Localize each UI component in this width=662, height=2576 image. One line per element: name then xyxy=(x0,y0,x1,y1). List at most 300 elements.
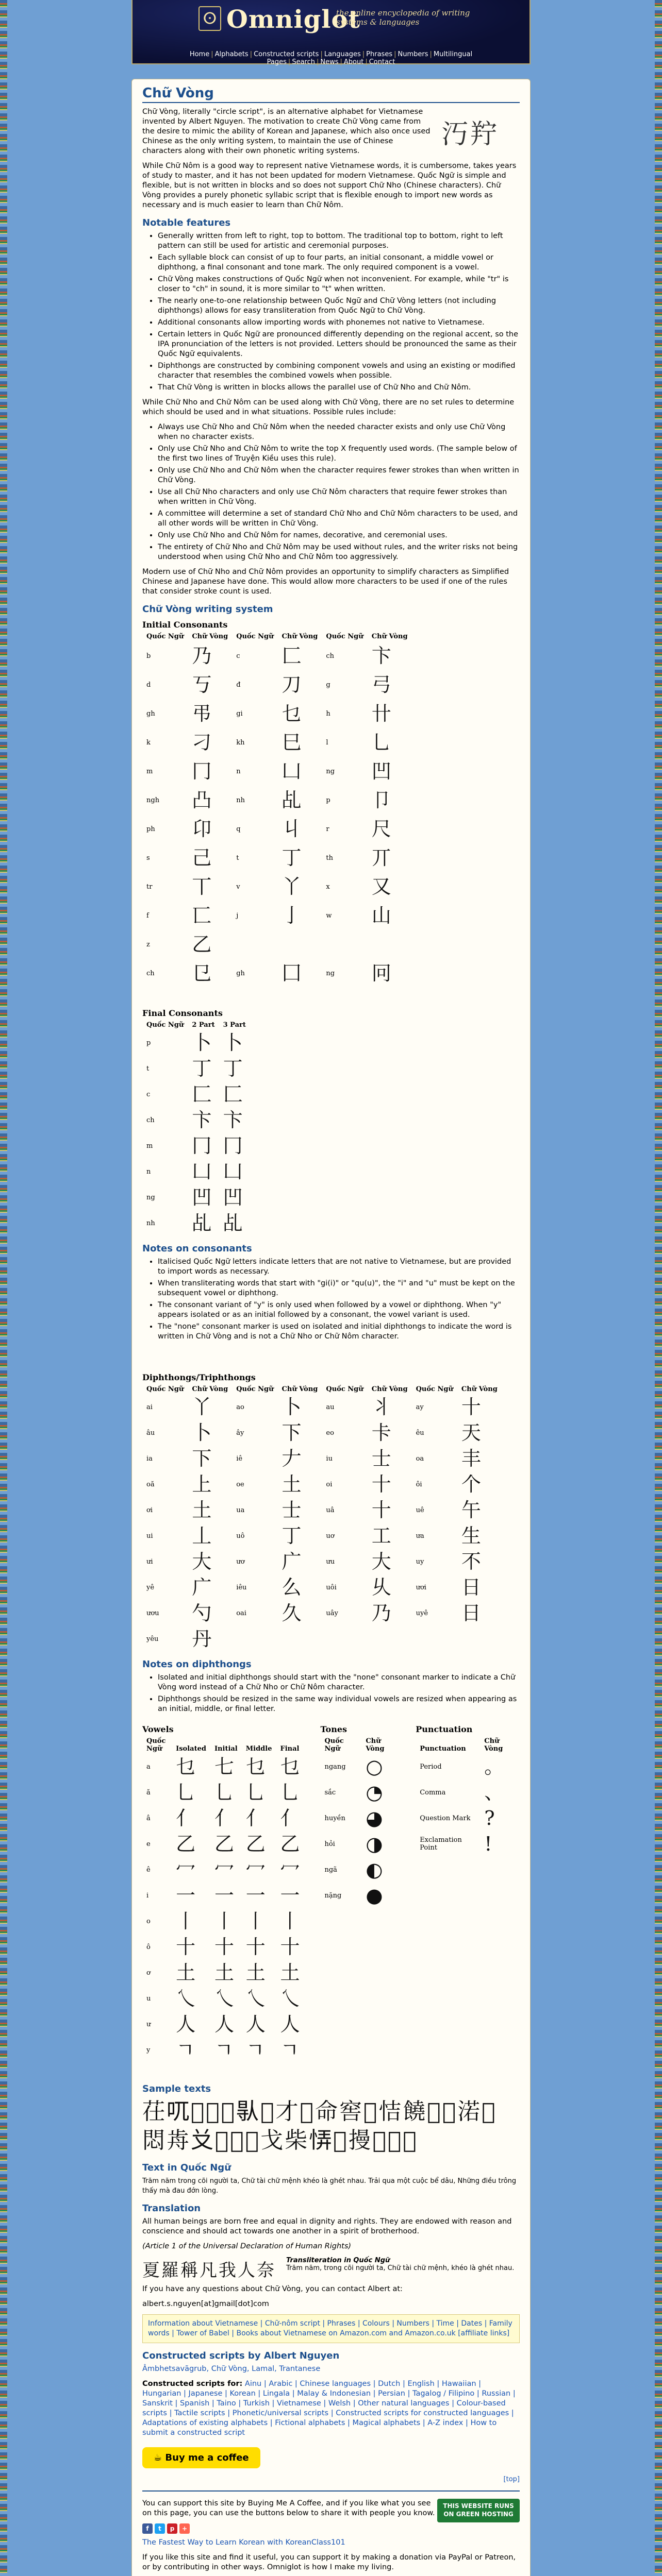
table-cell xyxy=(242,1780,276,1805)
table-cell xyxy=(142,843,188,872)
table-cell xyxy=(368,815,412,843)
column-header: Quốc Ngữ xyxy=(146,1385,184,1393)
table-cell xyxy=(172,1857,210,1883)
table-cell xyxy=(172,1780,210,1805)
table-row xyxy=(142,2037,307,2063)
glyph-character: 丨 xyxy=(245,1910,266,1933)
latin-label: ch xyxy=(146,969,155,977)
table-cell xyxy=(276,1986,307,2011)
latin-label: g xyxy=(326,681,330,689)
nav-item[interactable]: Home xyxy=(189,50,210,58)
glyph-character: 勺 xyxy=(192,1602,212,1624)
table-cell xyxy=(142,1857,172,1883)
table-cell xyxy=(232,1497,277,1523)
column-header: Quốc Ngữ xyxy=(236,1385,274,1393)
table-row xyxy=(142,1805,307,1831)
latin-label: b xyxy=(146,652,151,660)
table-cell xyxy=(142,2037,172,2063)
table-cell xyxy=(322,757,367,786)
table-cell xyxy=(232,1549,277,1574)
writing-system-heading: Chữ Vòng writing system xyxy=(142,604,273,615)
nav-item[interactable]: Alphabets xyxy=(214,50,249,58)
glyph-character: ! xyxy=(484,1833,492,1855)
page-title: Chữ Vòng xyxy=(142,86,520,103)
more-scripts-list[interactable]: Âmbhetsavãgrub, Chữ Vòng, Lamal, Trantanese xyxy=(142,2365,321,2373)
table-row xyxy=(142,1831,307,1857)
latin-label: o xyxy=(146,1917,151,1925)
glyph-character: 个 xyxy=(461,1473,481,1496)
rule-item: • Use all Chữ Nho characters and only use Chữ Nôm characters that require fewer strokes than when written in Chữ Vòng. xyxy=(158,487,520,507)
glyph-character: 丁 xyxy=(192,1057,212,1080)
table-cell xyxy=(278,1471,322,1497)
table-cell xyxy=(210,2037,242,2063)
table-cell xyxy=(142,757,188,786)
table-cell xyxy=(142,2011,172,2037)
glyph-character: 生 xyxy=(461,1524,481,1547)
table-cell xyxy=(210,1805,242,1831)
latin-label: gh xyxy=(146,709,155,718)
glyph-character: 冖 xyxy=(214,1858,234,1881)
latin-label: n xyxy=(146,1167,151,1176)
table-cell xyxy=(232,843,277,872)
table-cell xyxy=(368,1600,412,1626)
table-cell xyxy=(232,728,277,757)
green-hosting-badge[interactable]: THIS WEBSITE RUNS ON GREEN HOSTING xyxy=(437,2499,520,2522)
omniglot-logo-icon[interactable]: ⵙ xyxy=(198,6,221,31)
table-row xyxy=(142,1857,307,1883)
table-row xyxy=(142,1159,250,1184)
glyph-character: 乜 xyxy=(245,1755,266,1778)
latin-label: ưi xyxy=(146,1557,153,1566)
table-cell xyxy=(457,1574,502,1600)
column-header: Quốc Ngữ xyxy=(236,633,274,640)
translation-source: (Article 1 of the Universal Declaration of Human Rights) xyxy=(142,2242,352,2250)
table-cell xyxy=(412,1446,457,1471)
table-cell xyxy=(232,1600,277,1626)
latin-label: ay xyxy=(416,1403,424,1411)
table-cell xyxy=(276,1883,307,1908)
glyph-character: 丄 xyxy=(192,1524,212,1547)
latin-label: au xyxy=(326,1403,335,1411)
related-links[interactable]: Information about Vietnamese | Chữ-nôm script | Phrases | Colours | Numbers | Time | Dates | Family words | Tower of Babel | Books about Vietnamese on Amazon.com and Amazon.co.uk [affiliate links] xyxy=(148,2319,512,2337)
nav-separator: | xyxy=(362,50,365,58)
table-cell xyxy=(457,1600,502,1626)
nav-item[interactable]: About xyxy=(343,58,364,66)
table-cell xyxy=(188,901,232,930)
table-cell xyxy=(320,1831,361,1857)
rule-item: • Always use Chữ Nho and Chữ Nôm when the needed character exists and only use Chữ Vòng when no character exists. xyxy=(158,422,520,442)
table-cell xyxy=(278,843,322,872)
table-cell xyxy=(322,901,367,930)
table-cell xyxy=(142,930,188,959)
table-cell xyxy=(278,641,322,670)
table-cell xyxy=(412,1626,457,1652)
glyph-character: 丰 xyxy=(461,1447,481,1470)
vowels-title: Vowels xyxy=(142,1724,174,1734)
consonant-note-item: • The consonant variant of "y" is only used when followed by a vowel or diphthong. When "y" appears isolated or as an initial followed by a consonant, the vowel variant is used. xyxy=(158,1300,520,1320)
nav-item[interactable]: Phrases xyxy=(366,50,393,58)
table-cell xyxy=(188,843,232,872)
site-tagline: the online encyclopedia of writing systems & languages xyxy=(336,8,470,27)
table-cell xyxy=(232,930,277,959)
table-cell xyxy=(368,641,412,670)
column-header: Quốc Ngữ xyxy=(324,1737,344,1753)
table-cell xyxy=(172,1883,210,1908)
table-cell xyxy=(322,1471,367,1497)
latin-label: ươ xyxy=(236,1557,245,1566)
table-cell xyxy=(219,1030,250,1056)
final-consonants-table xyxy=(142,1020,250,1236)
glyph-character: ㄱ xyxy=(245,2039,265,2061)
nav-item[interactable]: Search xyxy=(292,58,315,66)
table-cell xyxy=(142,815,188,843)
table-cell xyxy=(278,1523,322,1549)
table-cell xyxy=(142,1420,188,1446)
table-header-row xyxy=(416,1736,520,1754)
rules-intro: While Chữ Nho and Chữ Nôm can be used along with Chữ Vòng, there are no set rules to determine which should be used and in what situations. Possible rules include: xyxy=(142,398,515,416)
table-cell xyxy=(232,757,277,786)
sample-two-text: Trăm năm, trong cõi người ta, Chữ tài chữ mệnh, khéo là ghét nhau. xyxy=(286,2264,515,2272)
table-cell xyxy=(232,901,277,930)
latin-label: iu xyxy=(326,1454,333,1463)
constructed-scripts-label: Constructed scripts for: xyxy=(142,2380,243,2388)
glyph-character: 丂 xyxy=(192,673,212,696)
table-cell xyxy=(276,2037,307,2063)
glyph-character: 大 xyxy=(371,1550,391,1573)
table-row xyxy=(142,1497,502,1523)
table-cell xyxy=(188,1056,219,1081)
glyph-character: 丨 xyxy=(280,1910,300,1933)
table-row xyxy=(142,1184,250,1210)
table-row xyxy=(142,1107,250,1133)
table-cell xyxy=(322,641,367,670)
glyph-character: 丹 xyxy=(192,1628,212,1650)
feature-item: • Generally written from left to right, top to bottom. The traditional top to bottom, right to left pattern can still be used for artistic and ceremonial purposes. xyxy=(158,231,520,251)
table-cell xyxy=(142,1986,172,2011)
table-row xyxy=(142,1626,502,1652)
latin-label: ai xyxy=(146,1403,153,1411)
table-cell xyxy=(278,786,322,815)
glyph-character: ◕ xyxy=(366,1807,383,1829)
table-row xyxy=(142,1754,307,1780)
table-cell xyxy=(232,1471,277,1497)
glyph-character: 乃 xyxy=(371,1602,391,1624)
latin-label: uy xyxy=(416,1557,424,1566)
nav-item[interactable]: Contact xyxy=(369,58,395,66)
glyph-character: 土 xyxy=(176,1961,196,1984)
table-cell xyxy=(278,930,322,959)
nav-item[interactable]: Constructed scripts xyxy=(254,50,319,58)
table-cell xyxy=(142,1446,188,1471)
table-cell xyxy=(368,1549,412,1574)
glyph-character: 十 xyxy=(280,1936,300,1958)
nav-item[interactable]: News xyxy=(320,58,339,66)
table-cell xyxy=(142,1883,172,1908)
glyph-character: ㄱ xyxy=(214,2039,234,2061)
latin-label: đ xyxy=(236,681,241,689)
table-cell xyxy=(172,1986,210,2011)
table-cell xyxy=(142,1934,172,1960)
table-cell xyxy=(278,815,322,843)
glyph-character: 刁 xyxy=(192,731,212,754)
glyph-character: 丁 xyxy=(282,846,302,869)
glyph-character: 卜 xyxy=(223,1031,243,1054)
table-row xyxy=(416,1831,520,1857)
table-cell xyxy=(368,930,412,959)
latin-label: e xyxy=(146,1840,151,1848)
glyph-character: 乀 xyxy=(176,1987,196,2010)
glyph-character: 冖 xyxy=(280,1858,300,1881)
glyph-character: 土 xyxy=(245,1961,266,1984)
glyph-character: 弔 xyxy=(192,702,212,725)
constructed-scripts-list[interactable]: Ainu | Arabic | Chinese languages | Dutch | English | Hawaiian | Hungarian | Japanese | Korean | Lingala | Malay & Indonesian | Persian | Tagalog / Filipino | Russian | Sanskrit | Spanish | Taino | Turkish | Vietnamese | Welsh | Other natural languages | Colour-based scripts | Tactile scripts | Phonetic/universal scripts | Constructed scripts for constructed languages | Adaptations of existing alphabets | Fictional alphabets | Magical alphabets | A-Z index | How to submit a constructed script xyxy=(142,2380,516,2437)
glyph-character: 冂 xyxy=(223,1134,243,1157)
table-cell xyxy=(242,1805,276,1831)
glyph-character: 卡 xyxy=(371,1421,391,1444)
glyph-character: 卜 xyxy=(282,1396,302,1418)
feature-item: • Chữ Vòng makes constructions of Quốc Ngữ when not inconvenient. For example, while "tr" is closer to "ch" in sound, it is more similar to "t" when written. xyxy=(158,275,520,294)
table-cell xyxy=(278,1394,322,1420)
glyph-character: 乀 xyxy=(245,1987,266,2010)
table-cell xyxy=(322,670,367,699)
twitter-share-icon[interactable]: t xyxy=(155,2523,165,2534)
latin-label: ng xyxy=(146,1193,155,1201)
table-row xyxy=(142,699,412,728)
glyph-character: 乜 xyxy=(176,1755,196,1778)
table-cell xyxy=(457,1626,502,1652)
table-row xyxy=(142,1883,307,1908)
glyph-character: 一 xyxy=(280,1884,300,1907)
back-to-top-link[interactable]: [top] xyxy=(503,2476,520,2483)
table-row xyxy=(142,786,412,815)
latin-label: s xyxy=(146,854,150,862)
table-row xyxy=(142,1133,250,1159)
glyph-character: 乃 xyxy=(192,645,212,667)
table-header-row xyxy=(320,1736,402,1754)
table-cell xyxy=(210,1857,242,1883)
table-row xyxy=(142,1934,307,1960)
glyph-character: 亻 xyxy=(214,1807,234,1829)
table-cell xyxy=(188,1081,219,1107)
latin-label: huyền xyxy=(324,1814,345,1822)
table-cell xyxy=(368,1420,412,1446)
table-row xyxy=(142,1780,307,1805)
glyph-character: 冖 xyxy=(245,1858,266,1881)
glyph-character: 、 xyxy=(484,1781,504,1804)
table-cell xyxy=(172,1754,210,1780)
glyph-character: 凹 xyxy=(223,1186,243,1209)
table-cell xyxy=(278,959,322,988)
latin-label: iêu xyxy=(236,1583,247,1591)
table-row xyxy=(142,1420,502,1446)
glyph-character: 十 xyxy=(245,1936,266,1958)
latin-label: n xyxy=(236,767,241,775)
latin-label: yêu xyxy=(146,1635,159,1643)
glyph-character: 匸 xyxy=(192,904,212,927)
facebook-share-icon[interactable]: f xyxy=(142,2523,153,2534)
tones-block xyxy=(320,1719,402,1908)
table-cell xyxy=(142,1831,172,1857)
table-cell xyxy=(142,1780,172,1805)
glyph-character: 土 xyxy=(282,1473,302,1496)
table-cell xyxy=(188,1549,232,1574)
section-divider xyxy=(142,2490,520,2492)
latin-label: ph xyxy=(146,825,155,833)
features-heading: Notable features xyxy=(142,217,231,228)
table-cell xyxy=(142,1107,188,1133)
right-decorative-stripe xyxy=(655,0,662,2576)
glyph-character: 下 xyxy=(282,1421,302,1444)
column-header: Chữ Vòng xyxy=(282,1385,318,1393)
glyph-character: 乙 xyxy=(176,1833,196,1855)
nav-separator: | xyxy=(288,58,291,66)
pinterest-share-icon[interactable]: p xyxy=(167,2523,177,2534)
latin-label: âu xyxy=(146,1429,155,1437)
table-row xyxy=(142,757,412,786)
table-cell xyxy=(232,786,277,815)
table-cell xyxy=(322,1549,367,1574)
table-row xyxy=(142,1986,307,2011)
korean-class-ad-link[interactable]: The Fastest Way to Learn Korean with KoreanClass101 xyxy=(142,2538,345,2547)
table-cell xyxy=(278,1626,322,1652)
initial-consonants-table xyxy=(142,632,412,988)
table-cell xyxy=(242,1857,276,1883)
table-cell xyxy=(322,843,367,872)
table-cell xyxy=(322,1574,367,1600)
tones-table xyxy=(320,1736,402,1908)
translation-heading: Translation xyxy=(142,2203,201,2214)
table-cell xyxy=(232,1420,277,1446)
nav-separator: | xyxy=(320,50,323,58)
table-cell xyxy=(188,699,232,728)
table-cell xyxy=(412,1420,457,1446)
nav-item[interactable]: Multilingual Pages xyxy=(267,50,473,66)
latin-label: ươu xyxy=(146,1609,159,1617)
table-cell xyxy=(457,1446,502,1471)
glyph-character: 尺 xyxy=(371,818,391,840)
latin-label: ngã xyxy=(324,1866,337,1874)
table-row xyxy=(320,1805,402,1831)
nav-item[interactable]: Languages xyxy=(324,50,361,58)
punctuation-block xyxy=(416,1719,520,1857)
table-cell xyxy=(172,1960,210,1986)
latin-label: oă xyxy=(146,1480,155,1488)
table-cell xyxy=(242,1986,276,2011)
column-header: Quốc Ngữ xyxy=(326,633,363,640)
glyph-character: 下 xyxy=(192,1447,212,1470)
latin-label: Question Mark xyxy=(420,1814,471,1822)
table-cell xyxy=(188,930,232,959)
table-cell xyxy=(142,1523,188,1549)
table-cell xyxy=(172,1908,210,1934)
glyph-character: 亻 xyxy=(280,1807,300,1829)
feature-item: • Each syllable block can consist of up to four parts, an initial consonant, a middle vowel or diphthong, a final consonant and tone mark. The only required component is a vowel. xyxy=(158,253,520,273)
table-row xyxy=(142,728,412,757)
table-cell xyxy=(412,1574,457,1600)
table-cell xyxy=(142,1184,188,1210)
table-cell xyxy=(142,1574,188,1600)
glyph-character: 士 xyxy=(371,1447,391,1470)
table-row xyxy=(320,1780,402,1805)
glyph-character: 冋 xyxy=(371,962,391,985)
table-cell xyxy=(232,641,277,670)
table-cell xyxy=(412,1497,457,1523)
buy-me-a-coffee-button[interactable]: ☕ Buy me a coffee xyxy=(142,2447,260,2468)
glyph-character: 乚 xyxy=(214,1781,234,1804)
table-cell xyxy=(188,1523,232,1549)
table-row xyxy=(416,1780,520,1805)
table-cell xyxy=(142,1497,188,1523)
glyph-character: 㔾 xyxy=(192,962,212,985)
glyph-character: 乩 xyxy=(282,789,302,811)
column-header: Chữ Vòng xyxy=(192,1385,228,1393)
glyph-character: 十 xyxy=(176,1936,196,1958)
latin-label: p xyxy=(146,1039,151,1047)
table-cell xyxy=(142,1056,188,1081)
table-cell xyxy=(188,1133,219,1159)
more-share-icon[interactable]: + xyxy=(179,2523,190,2534)
glyph-character: 丫 xyxy=(282,875,302,898)
latin-label: uây xyxy=(326,1609,338,1617)
column-header: Initial xyxy=(214,1745,238,1753)
table-cell xyxy=(368,1574,412,1600)
glyph-character: ㄱ xyxy=(280,2039,300,2061)
table-cell xyxy=(480,1780,520,1805)
glyph-character: 刀 xyxy=(282,673,302,696)
table-header-row xyxy=(142,1020,250,1030)
latin-label: uô xyxy=(236,1532,245,1540)
latin-label: uơ xyxy=(326,1532,335,1540)
table-cell xyxy=(210,1960,242,1986)
diphthong-note-item: • Isolated and initial diphthongs should start with the "none" consonant marker to indicate a Chữ Vòng word instead of a Chữ Nho or Chữ Nôm character. xyxy=(158,1673,520,1692)
table-cell xyxy=(368,1394,412,1420)
table-cell xyxy=(210,1934,242,1960)
table-cell xyxy=(142,1549,188,1574)
features-list xyxy=(142,231,520,393)
table-row xyxy=(320,1857,402,1883)
table-row xyxy=(142,1549,502,1574)
table-cell xyxy=(142,901,188,930)
table-cell xyxy=(322,1497,367,1523)
table-cell xyxy=(276,1831,307,1857)
table-cell xyxy=(320,1883,361,1908)
table-cell xyxy=(457,1394,502,1420)
table-cell xyxy=(242,1754,276,1780)
table-row xyxy=(416,1754,520,1780)
column-header: Chữ Vòng xyxy=(461,1385,498,1393)
table-cell xyxy=(416,1805,480,1831)
latin-label: uyê xyxy=(416,1609,428,1617)
latin-label: uôi xyxy=(326,1583,337,1591)
latin-label: ây xyxy=(236,1429,244,1437)
table-cell xyxy=(361,1805,402,1831)
glyph-character: 乩 xyxy=(223,1212,243,1234)
site-title[interactable]: Omniglot xyxy=(226,5,360,34)
glyph-character: 巳 xyxy=(282,731,302,754)
more-scripts-heading: Constructed scripts by Albert Nguyen xyxy=(142,2350,340,2361)
table-cell xyxy=(278,1497,322,1523)
feature-item: • Certain letters in Quốc Ngữ are pronounced differently depending on the regional accent, so the IPA pronunciation of the letters is not provided. Letters should be pronounced the same as their Quốc Ngữ equivalents. xyxy=(158,330,520,359)
table-cell xyxy=(457,1497,502,1523)
glyph-character: 么 xyxy=(282,1576,302,1599)
latin-label: gi xyxy=(236,709,243,718)
glyph-character: 卄 xyxy=(371,702,391,725)
glyph-character: 人 xyxy=(280,2013,300,2036)
nav-item[interactable]: Numbers xyxy=(398,50,428,58)
latin-label: ươi xyxy=(416,1583,426,1591)
table-cell xyxy=(142,641,188,670)
table-cell xyxy=(188,728,232,757)
